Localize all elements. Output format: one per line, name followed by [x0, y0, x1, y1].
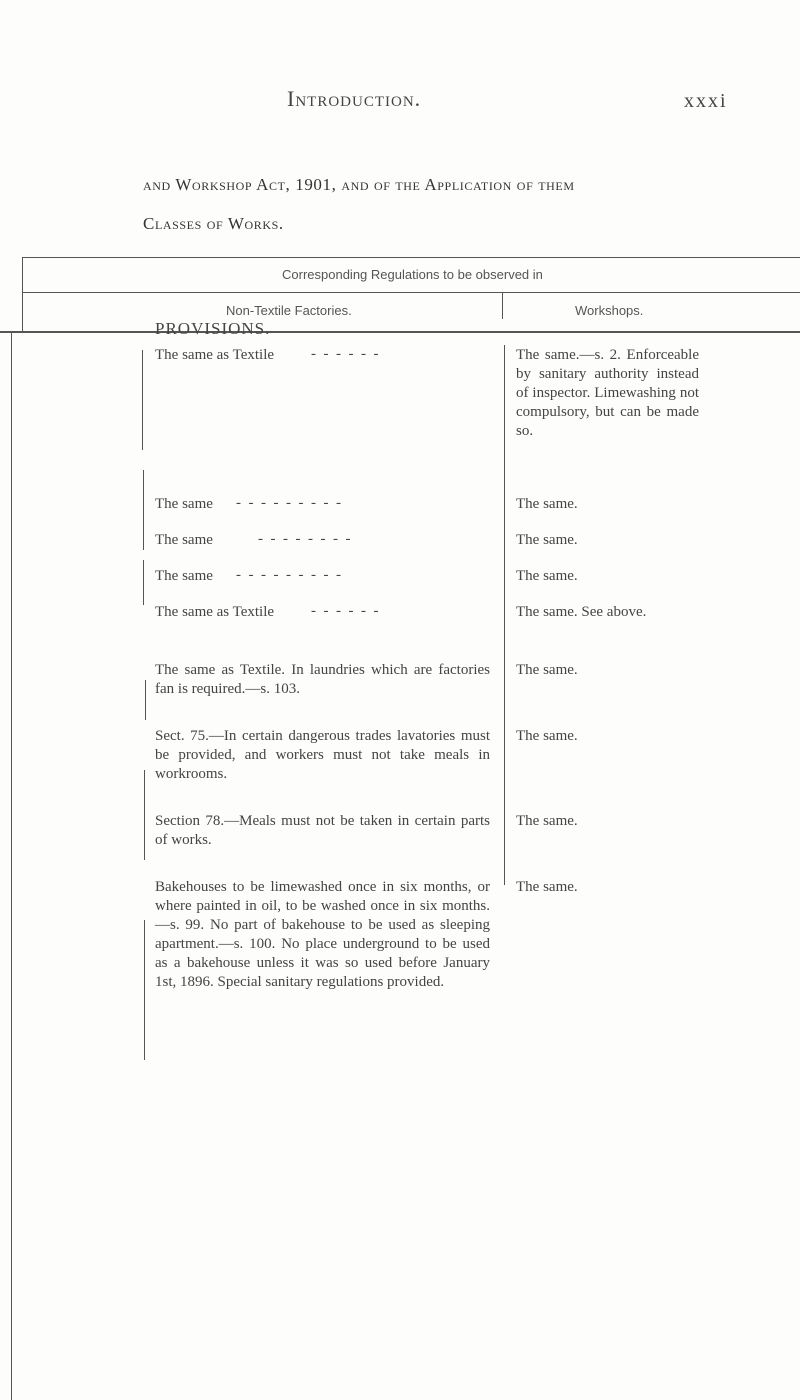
row-3-right: The same. [516, 532, 578, 548]
header-column-divider [502, 293, 503, 319]
left-column-rule-6 [144, 920, 145, 1060]
row-1-left: The same as Textile [155, 347, 275, 363]
row-8-right: The same. [516, 813, 578, 829]
left-column-rule-5 [144, 770, 145, 860]
row-3-left: The same [155, 532, 213, 548]
row-7-right: The same. [516, 728, 578, 744]
running-head: Introduction. [287, 86, 422, 111]
column-divider [504, 345, 505, 885]
row-4-left: The same [155, 568, 213, 584]
title-line-2: Classes of Works. [143, 214, 284, 233]
header-workshops: Workshops. [575, 303, 644, 318]
row-9-left: Bakehouses to be limewashed once in six months, or where painted in oil, to be washed once in six months.—s. 99. No part of bakehouse to be used as sleeping apartment.—s. 100. No place underground to be used as a bakehouse unless it was so used before January 1st, 1896. Special sanitary regulations provided. [155, 879, 490, 990]
left-column-rule-4 [145, 680, 146, 720]
page-number: xxxi [684, 90, 728, 112]
row-8-left: Section 78.—Meals must not be taken in certain parts of works. [155, 813, 490, 848]
left-column-rule-3 [143, 560, 144, 605]
row-5-right: The same. See above. [516, 604, 647, 620]
row-1-right: The same.—s. 2. Enforceable by sanitary authority instead of inspector. Limewashing not compulsory, but can be made so. [516, 347, 699, 439]
left-column-rule-2 [143, 470, 144, 550]
header-corresponding: Corresponding Regulations to be observed in [282, 267, 543, 282]
header-mid-rule [22, 292, 800, 293]
row-2-left: The same [155, 496, 213, 512]
leader-dots: - - - - - - [311, 603, 379, 619]
left-margin-rule [22, 257, 23, 333]
row-6-left: The same as Textile. In laundries which are factories fan is required.—s. 103. [155, 662, 490, 697]
table-top-rule [22, 257, 800, 258]
title-line-1: and Workshop Act, 1901, and of the Application of them [143, 175, 575, 194]
leader-dots: - - - - - - [311, 346, 379, 362]
row-4-right: The same. [516, 568, 578, 584]
leader-dots: - - - - - - - - - [236, 495, 341, 511]
left-column-rule-1 [142, 350, 143, 450]
leader-dots: - - - - - - - - [258, 531, 351, 547]
header-non-textile: Non-Textile Factories. [226, 303, 352, 318]
row-5-left: The same as Textile [155, 604, 275, 620]
table-left-border [11, 333, 12, 1400]
row-2-right: The same. [516, 496, 578, 512]
row-9-right: The same. [516, 879, 578, 895]
leader-dots: - - - - - - - - - [236, 567, 341, 583]
row-7-left: Sect. 75.—In certain dangerous trades lavatories must be provided, and workers must not take meals in workrooms. [155, 728, 490, 782]
row-6-right: The same. [516, 662, 578, 678]
provisions-heading: PROVISIONS. [155, 319, 271, 338]
header-bottom-rule [0, 331, 800, 333]
